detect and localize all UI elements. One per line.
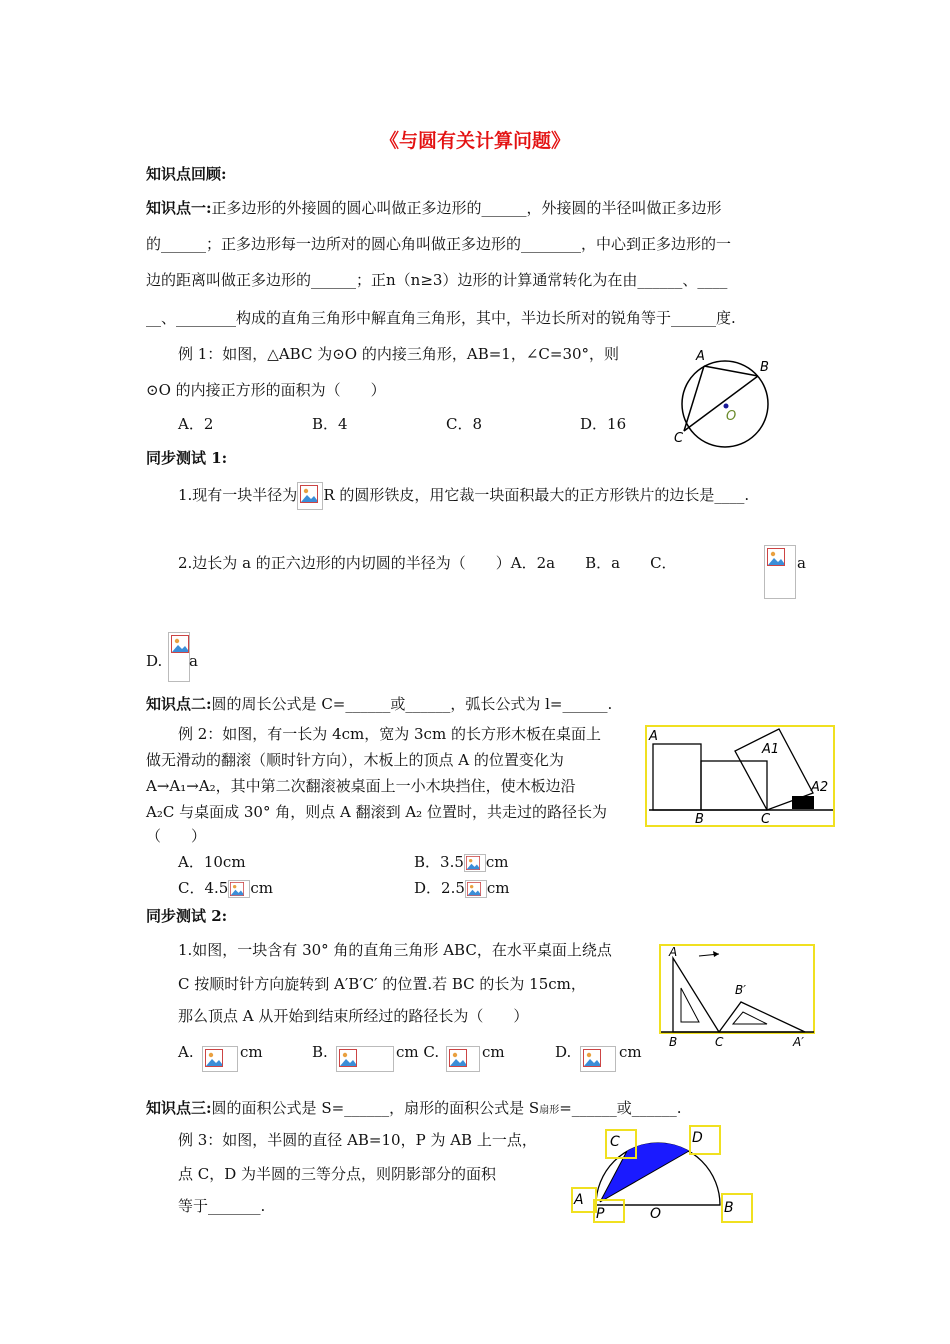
ex1-chord-bc bbox=[684, 376, 758, 431]
formula-image bbox=[464, 854, 486, 872]
sync2-line3: 那么顶点 A 从开始到结束所经过的路径长为（ ） bbox=[178, 1007, 529, 1025]
formula-image bbox=[228, 880, 250, 898]
ex2-option-b-text: B．3.5 bbox=[414, 853, 464, 871]
ex2-option-c-text: C．4.5 bbox=[178, 879, 229, 897]
sync2-label-bp: B′ bbox=[735, 983, 746, 997]
ex2-label-a2: A2 bbox=[811, 780, 829, 795]
ex2-line5: （ ） bbox=[146, 827, 207, 845]
sync1-q1-text-a: 1.现有一块半径为 bbox=[178, 486, 298, 504]
formula-image bbox=[297, 482, 323, 510]
sync2-option-a-unit: cm bbox=[240, 1043, 263, 1061]
sync1-q1-text-b: R 的圆形铁皮，用它裁一块面积最大的正方形铁片的边长是____. bbox=[323, 486, 750, 504]
image-icon bbox=[583, 1049, 601, 1067]
sync2-option-c: cm C. bbox=[396, 1043, 440, 1061]
ex2-label-a: A bbox=[649, 729, 658, 744]
formula-image bbox=[336, 1046, 394, 1072]
sync2-label-a: A bbox=[669, 945, 678, 959]
image-icon bbox=[230, 882, 244, 896]
ex3-label-a: A bbox=[574, 1192, 584, 1208]
image-icon bbox=[467, 882, 481, 896]
ex3-label-d: D bbox=[692, 1130, 703, 1146]
sync1-q2-text-b: a bbox=[797, 554, 806, 572]
ex2-line2: 做无滑动的翻滚（顺时针方向），木板上的顶点 A 的位置变化为 bbox=[146, 751, 564, 769]
ex2-label-b: B bbox=[695, 812, 704, 827]
sync2-option-c-unit: cm bbox=[482, 1043, 505, 1061]
sync2-line2: C 按顺时针方向旋转到 A′B′C′ 的位置.若 BC 的长为 15cm， bbox=[178, 975, 586, 993]
sync2-line1: 1.如图，一块含有 30° 角的直角三角形 ABC，在水平桌面上绕点 bbox=[178, 941, 612, 959]
ex1-option-a: A．2 bbox=[178, 415, 214, 433]
ex1-line1: 例 1：如图，△ABC 为⊙O 的内接三角形，AB=1，∠C=30°，则 bbox=[178, 345, 620, 363]
k2-line bbox=[146, 694, 612, 714]
ex2-label-c: C bbox=[761, 812, 771, 827]
figure-frame bbox=[646, 726, 834, 826]
ex2-option-c bbox=[178, 878, 273, 898]
k1-line1 bbox=[146, 198, 722, 218]
sync1-q2-d-label: D. bbox=[146, 652, 163, 670]
sync2-option-b: B. bbox=[312, 1043, 328, 1061]
image-icon bbox=[205, 1049, 223, 1067]
k1-label: 知识点一: bbox=[146, 199, 212, 217]
k3-subscript: 扇形 bbox=[539, 1105, 560, 1116]
ex3-label-p: P bbox=[596, 1206, 605, 1222]
ex3-label-b: B bbox=[724, 1200, 734, 1216]
k1-line3: 边的距离叫做正多边形的______；正n（n≥3）边形的计算通常转化为在由______、____ bbox=[146, 271, 728, 289]
k1-line2: 的______；正多边形每一边所对的圆心角叫做正多边形的________，中心到正多边形的一 bbox=[146, 235, 732, 253]
k2-label: 知识点二: bbox=[146, 695, 212, 713]
ex2-option-b-unit: cm bbox=[485, 853, 509, 871]
image-icon bbox=[449, 1049, 467, 1067]
k1-line4: __、________构成的直角三角形中解直角三角形，其中，半边长所对的锐角等于______度. bbox=[146, 309, 736, 327]
k3-text-b: =______或______. bbox=[559, 1099, 682, 1117]
ex3-line2: 点 C，D 为半圆的三等分点，则阴影部分的面积 bbox=[178, 1165, 497, 1183]
sync2-label-ap: A′ bbox=[793, 1035, 804, 1049]
ex1-label-b: B bbox=[760, 360, 769, 375]
small-block bbox=[792, 796, 814, 809]
formula-image bbox=[202, 1046, 238, 1072]
formula-image bbox=[764, 545, 796, 599]
ex1-circle-figure bbox=[668, 344, 778, 448]
k3-label: 知识点三: bbox=[146, 1099, 212, 1117]
ex1-center-dot bbox=[724, 404, 729, 409]
ex2-option-a: A．10cm bbox=[178, 853, 246, 871]
ex1-option-c: C．8 bbox=[446, 415, 483, 433]
formula-image bbox=[580, 1046, 616, 1072]
ex3-label-o: O bbox=[650, 1206, 662, 1222]
ex2-line1: 例 2：如图，有一长为 4cm，宽为 3cm 的长方形木板在桌面上 bbox=[178, 725, 601, 743]
page-title: 《与圆有关计算问题》 bbox=[379, 130, 570, 152]
sync1-q2-d-text: a bbox=[189, 652, 198, 670]
formula-image bbox=[168, 632, 190, 682]
image-icon bbox=[171, 635, 189, 653]
ex3-line3: 等于_______. bbox=[178, 1197, 266, 1215]
ex2-label-a1: A1 bbox=[762, 742, 780, 757]
ex1-chord-ac bbox=[684, 366, 704, 431]
ex1-label-c: C bbox=[674, 431, 684, 446]
image-icon bbox=[466, 856, 480, 870]
ex3-semicircle-figure bbox=[570, 1122, 756, 1226]
formula-image bbox=[465, 880, 487, 898]
sync1-q2 bbox=[178, 553, 677, 573]
sync2-label-c: C bbox=[715, 1035, 724, 1049]
ex1-line2: ⊙O 的内接正方形的面积为（ ） bbox=[146, 381, 386, 399]
ex2-option-b bbox=[414, 852, 509, 872]
ex2-option-c-unit: cm bbox=[250, 879, 273, 897]
image-icon bbox=[300, 485, 318, 503]
image-icon bbox=[767, 548, 785, 566]
review-heading: 知识点回顾: bbox=[146, 165, 227, 183]
k1-text1: 正多边形的外接圆的圆心叫做正多边形的______，外接圆的半径叫做正多边形 bbox=[211, 199, 722, 217]
k3-text-a: 圆的面积公式是 S=______，扇形的面积公式是 S bbox=[211, 1099, 540, 1117]
sync2-option-d: D. bbox=[555, 1043, 572, 1061]
ex2-rolling-board-figure bbox=[645, 725, 835, 827]
sync1-q1 bbox=[178, 482, 749, 510]
sync2-rotating-triangle-figure bbox=[659, 944, 815, 1050]
sync1-q2-text-a: 2.边长为 a 的正六边形的内切圆的半径为（ ）A．2a B．a C． bbox=[178, 554, 677, 572]
ex2-option-d bbox=[414, 878, 510, 898]
ex1-label-a: A bbox=[696, 349, 705, 364]
sync2-heading: 同步测试 2: bbox=[146, 907, 228, 925]
k3-line bbox=[146, 1098, 682, 1121]
ex1-option-d: D．16 bbox=[580, 415, 627, 433]
ex3-label-c: C bbox=[610, 1134, 620, 1150]
ex1-chord-ab bbox=[704, 366, 758, 376]
sync2-label-b: B bbox=[669, 1035, 678, 1049]
ex2-line3: A→A₁→A₂，其中第二次翻滚被桌面上一小木块挡住，使木板边沿 bbox=[146, 777, 576, 795]
ex2-option-d-text: D．2.5 bbox=[414, 879, 465, 897]
sync1-heading: 同步测试 1: bbox=[146, 449, 228, 467]
sync2-option-d-unit: cm bbox=[619, 1043, 642, 1061]
ex3-line1: 例 3：如图，半圆的直径 AB=10，P 为 AB 上一点， bbox=[178, 1131, 537, 1149]
image-icon bbox=[339, 1049, 357, 1067]
ex1-option-b: B．4 bbox=[312, 415, 348, 433]
ex2-line4: A₂C 与桌面成 30° 角，则点 A 翻滚到 A₂ 位置时，共走过的路径长为 bbox=[146, 803, 607, 821]
ex2-option-d-unit: cm bbox=[486, 879, 510, 897]
sync2-option-a: A. bbox=[178, 1043, 194, 1061]
formula-image bbox=[446, 1046, 480, 1072]
ex1-label-o: O bbox=[726, 409, 737, 424]
k2-text: 圆的周长公式是 C=______或______，弧长公式为 l=______. bbox=[211, 695, 613, 713]
